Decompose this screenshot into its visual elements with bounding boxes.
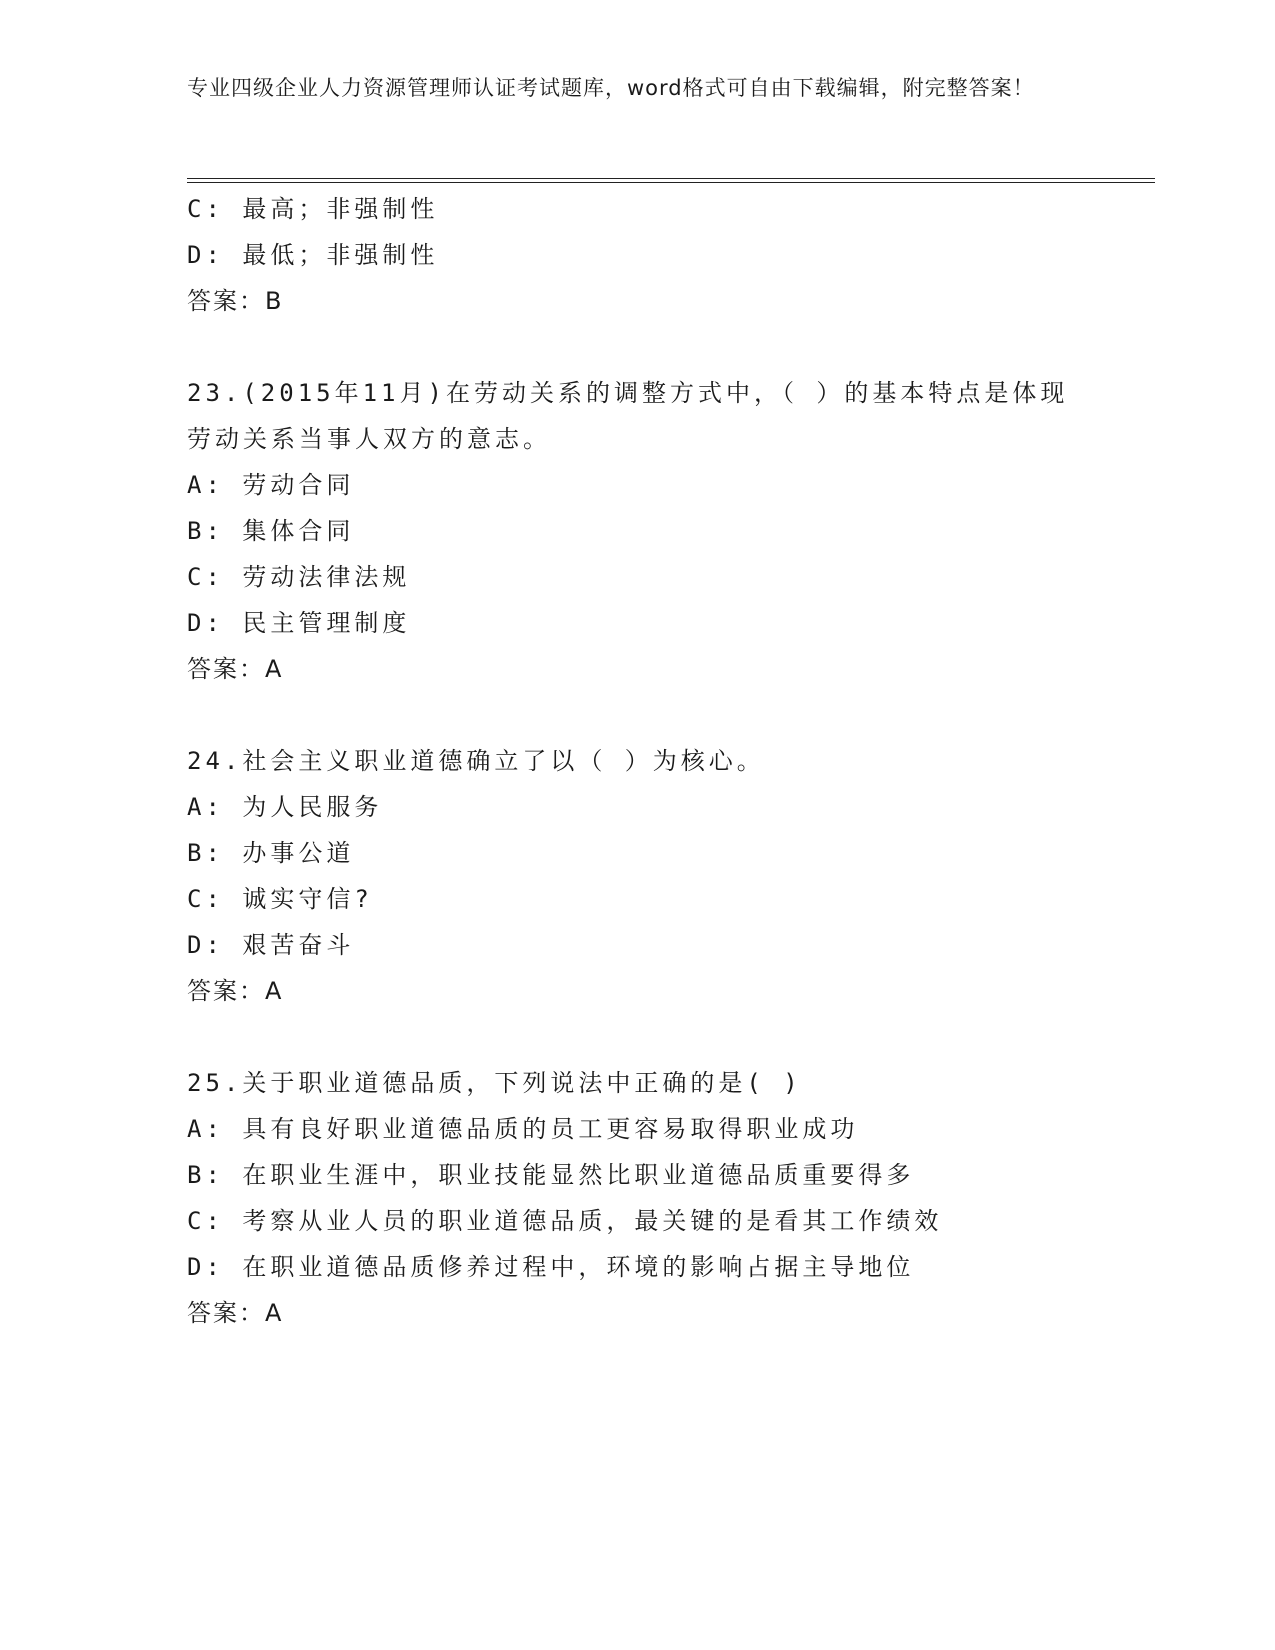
option-b: B: 在职业生涯中，职业技能显然比职业道德品质重要得多: [187, 1161, 915, 1189]
option-d: D: 民主管理制度: [187, 609, 411, 637]
option-c: C: 考察从业人员的职业道德品质，最关键的是看其工作绩效: [187, 1207, 943, 1235]
option-b: B: 办事公道: [187, 839, 355, 867]
option-b: B: 集体合同: [187, 517, 355, 545]
option-d: D: 在职业道德品质修养过程中，环境的影响占据主导地位: [187, 1253, 915, 1281]
option-c: C: 诚实守信?: [187, 885, 373, 913]
option-c: C: 最高；非强制性: [187, 195, 439, 223]
answer-line: 答案：A: [187, 655, 284, 683]
option-d: D: 艰苦奋斗: [187, 931, 355, 959]
answer-line: 答案：B: [187, 287, 284, 315]
option-a: A: 劳动合同: [187, 471, 355, 499]
question-stem: 23.(2015年11月)在劳动关系的调整方式中，（ ）的基本特点是体现: [187, 379, 1069, 407]
question-content: [187, 186, 1087, 1336]
question-stem: 劳动关系当事人双方的意志。: [187, 425, 551, 453]
question-stem: 24.社会主义职业道德确立了以（ ）为核心。: [187, 747, 765, 775]
option-c: C: 劳动法律法规: [187, 563, 411, 591]
option-a: A: 为人民服务: [187, 793, 383, 821]
page-header: 专业四级企业人力资源管理师认证考试题库，word格式可自由下载编辑，附完整答案！: [187, 76, 1035, 100]
header-divider: [187, 178, 1155, 183]
answer-line: 答案：A: [187, 1299, 284, 1327]
option-d: D: 最低；非强制性: [187, 241, 439, 269]
option-a: A: 具有良好职业道德品质的员工更容易取得职业成功: [187, 1115, 859, 1143]
question-stem: 25.关于职业道德品质，下列说法中正确的是( ): [187, 1069, 802, 1097]
answer-line: 答案：A: [187, 977, 284, 1005]
